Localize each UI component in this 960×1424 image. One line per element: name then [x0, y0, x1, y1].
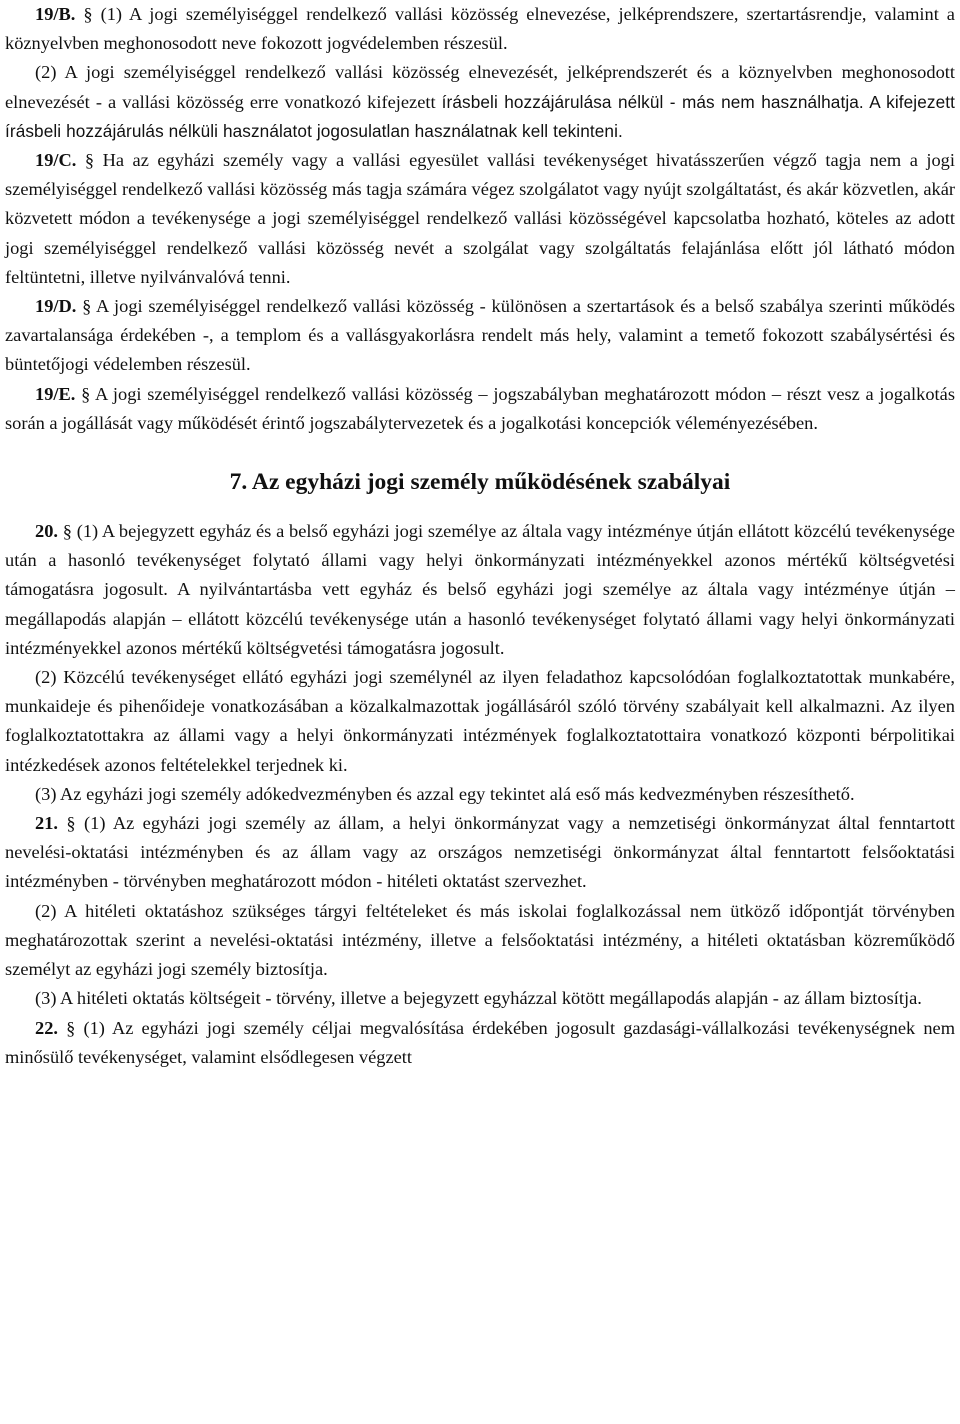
- section-sign: §: [82, 296, 92, 317]
- paragraph-text: A jogi személyiséggel rendelkező vallási közösség - különösen a szertartások és a belső szabálya szerinti működés zavartalansága érdekében -, a templom és a vallásgyakorlásra rendelt más hely, valamint a temető fokozott szabálysértési és büntetőjogi védelemben részesül.: [5, 296, 956, 375]
- paragraph-text: (1) Az egyházi jogi személy az állam, a helyi önkormányzat vagy a nemzetiségi önkormányzat által fenntartott nevelési-oktatási intézményben és az állam vagy az országos nemzetiségi önkormányzat által fenntartott felsőoktatási intézményben - törvényben meghatározott módon - hitéleti oktatást szervezhet.: [5, 813, 955, 892]
- paragraph-text: (1) Az egyházi jogi személy céljai megvalósítása érdekében jogosult gazdasági-vállalkozási tevékenységnek nem minősülő tevékenységet, valamint elsődlegesen végzett: [5, 1017, 955, 1067]
- section-number-19c: 19/C.: [35, 150, 77, 171]
- section-number-19e: 19/E.: [35, 383, 76, 404]
- paragraph-20-3: [5, 780, 955, 809]
- section-number-20: 20.: [35, 521, 58, 542]
- paragraph-text: (3) Az egyházi jogi személy adókedvezményben és azzal egy tekintet alá eső más kedvezményben részesíthető.: [35, 783, 855, 804]
- section-number-19d: 19/D.: [35, 296, 77, 317]
- paragraph-19e: [5, 380, 955, 438]
- paragraph-text: (2) A jogi személyiséggel rendelkező vallási közösség elnevezését, jelképrendszerét és a köznyelvben meghonosodott elnevezését - a vallási közösség erre vonatkozó kifejezett: [5, 62, 955, 112]
- paragraph-20-2: [5, 663, 955, 780]
- section-number-21: 21.: [35, 813, 58, 834]
- section-sign: §: [83, 4, 93, 24]
- paragraph-21-2: [5, 897, 955, 985]
- document-page: [5, 0, 955, 1072]
- paragraph-text: (3) A hitéleti oktatás költségeit - törvény, illetve a bejegyzett egyházzal kötött megállapodás alapján - az állam biztosítja.: [35, 988, 922, 1009]
- paragraph-text-sans: írásbeli hozzájárulása nélkül - más nem használhatja. A kifejezett írásbeli hozzájárulás nélküli használatot jogosulatlan használatnak kell tekinteni.: [5, 91, 955, 141]
- paragraph-text: (2) A hitéleti oktatáshoz szükséges tárgyi feltételeket és más iskolai foglalkozással nem ütköző időpontját törvényben meghatározottak szerint a nevelési-oktatási intézmény, illetve a felsőoktatási intézmény, a hitéleti oktatásban közreműködő személyt az egyházi jogi személy biztosítja.: [5, 900, 955, 980]
- section-sign: §: [81, 383, 91, 404]
- section-number-19b: 19/B.: [35, 4, 76, 24]
- paragraph-21-1: [5, 809, 955, 897]
- paragraph-22-1: [5, 1014, 955, 1072]
- section-sign: §: [84, 150, 95, 171]
- paragraph-text: (1) A bejegyzett egyház és a belső egyházi jogi személye az általa vagy intézménye útján ellátott közcélú tevékenysége után a hasonló tevékenységet folytató állami vagy helyi önkormányzati intézményekkel azonos mértékű költségvetési támogatásra jogosult. A nyilvántartásba vett egyház és belső egyházi jogi személye az általa vagy intézménye útján – megállapodás alapján – ellátott közcélú tevékenysége után a hasonló tevékenységet folytató állami vagy helyi önkormányzati intézményekkel azonos mértékű költségvetési támogatásra jogosult.: [5, 521, 955, 658]
- section-number-22: 22.: [35, 1017, 58, 1038]
- paragraph-19c: [5, 146, 955, 292]
- paragraph-text: Ha az egyházi személy vagy a vallási egyesület vallási tevékenységet hivatásszerűen végző tagja nem a jogi személyiséggel rendelkező vallási közösség más tagja számára végez szolgálatot vagy nyújt szolgáltatást, és akár közvetlen, akár közvetett módon a tevékenysége a jogi személyiséggel rendelkező vallási közösségével kapcsolatba hozható, köteles az adott jogi személyiséggel rendelkező vallási közösség nevét a szolgálat vagy szolgáltatás felajánlása előtt jól látható módon feltüntetni, illetve nyilvánvalóvá tenni.: [5, 150, 955, 287]
- section-sign: §: [62, 521, 72, 542]
- section-sign: §: [66, 813, 76, 834]
- chapter-heading: 7. Az egyházi jogi személy működésének szabályai: [229, 469, 731, 496]
- paragraph-19b-1: [5, 0, 955, 58]
- paragraph-19d: [5, 292, 955, 380]
- paragraph-21-3: [5, 984, 955, 1013]
- paragraph-19b-2: [5, 58, 955, 146]
- section-sign: §: [66, 1017, 76, 1038]
- paragraph-text: A jogi személyiséggel rendelkező vallási közösség – jogszabályban meghatározott módon – részt vesz a jogalkotás során a jogállását vagy működését érintő jogszabálytervezetek és a jogalkotási koncepciók véleményezésében.: [5, 383, 955, 433]
- paragraph-text: (2) Közcélú tevékenységet ellátó egyházi jogi személynél az ilyen feladathoz kapcsolódóan foglalkoztatottak munkabére, munkaideje és pihenőideje vonatkozásában a közalkalmazottak jogállásáról szóló törvény szabályait kell alkalmazni. Az ilyen foglalkoztatottakra az állami vagy a helyi önkormányzati intézmények foglalkoztatottaira vonatkozó központi bérpolitikai intézkedések azonos feltételekkel terjednek ki.: [5, 667, 955, 775]
- paragraph-20-1: [5, 517, 955, 663]
- paragraph-text: (1) A jogi személyiséggel rendelkező vallási közösség elnevezése, jelképrendszere, szertartásrendje, valamint a köznyelvben meghonosodott neve fokozott jogvédelemben részesül.: [5, 4, 955, 54]
